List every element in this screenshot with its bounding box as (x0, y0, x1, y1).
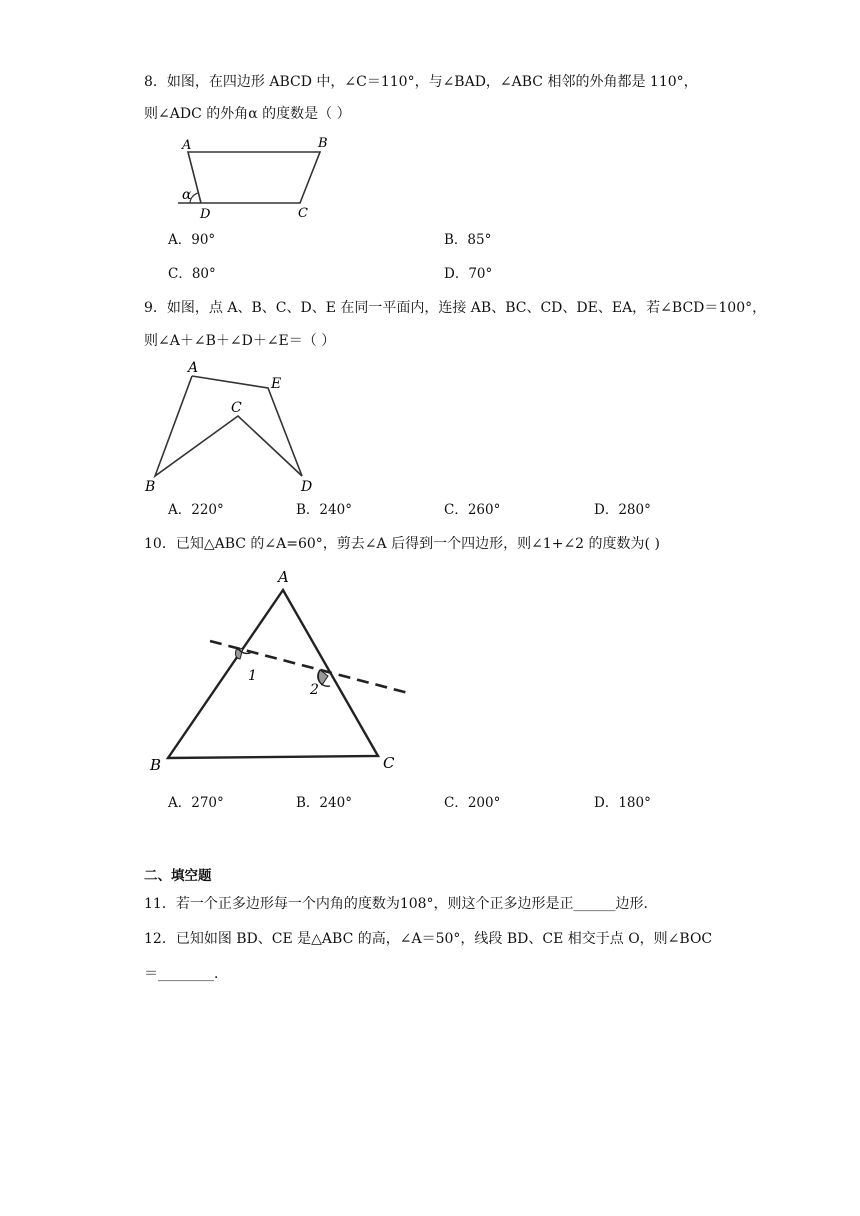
q8-label-d: D (200, 207, 211, 222)
q9-option-a[interactable]: A．220° (168, 502, 224, 518)
q9-label-d: D (301, 479, 313, 495)
q10-option-b[interactable]: B．240° (296, 795, 352, 811)
q9-option-d[interactable]: D．280° (594, 502, 651, 518)
q8-label-b: B (318, 136, 328, 151)
q9-label-e: E (271, 376, 282, 392)
q9-label-a: A (188, 360, 199, 376)
q8-option-b[interactable]: B．85° (444, 232, 492, 248)
q8-option-d[interactable]: D．70° (444, 266, 493, 282)
q9-figure (140, 354, 330, 496)
q10-label-b: B (150, 756, 162, 774)
q8-label-a: A (182, 138, 192, 153)
q8-stem-line2: 则∠ADC 的外角α 的度数是（ ） (144, 106, 351, 122)
q10-figure (140, 562, 430, 778)
q8-stem-line1: 8．如图，在四边形 ABCD 中，∠C＝110°，与∠BAD，∠ABC 相邻的外角都是 110°， (144, 74, 698, 90)
q8-quadrilateral (178, 152, 320, 203)
q8-label-c: C (298, 206, 308, 221)
q12-stem-line2: ＝________． (144, 966, 228, 982)
q8-option-c[interactable]: C．80° (168, 266, 216, 282)
q10-option-d[interactable]: D．180° (594, 795, 651, 811)
q10-label-2: 2 (310, 682, 319, 698)
q9-label-c: C (231, 400, 242, 416)
q10-label-1: 1 (248, 668, 257, 684)
q9-option-c[interactable]: C．260° (444, 502, 501, 518)
q9-label-b: B (145, 479, 156, 495)
q10-label-a: A (278, 568, 289, 586)
q8-option-a[interactable]: A．90° (168, 232, 216, 248)
q9-stem-line2: 则∠A＋∠B＋∠D＋∠E＝（ ） (144, 333, 336, 349)
q10-option-c[interactable]: C．200° (444, 795, 501, 811)
q9-option-b[interactable]: B．240° (296, 502, 352, 518)
q10-option-a[interactable]: A．270° (168, 795, 224, 811)
q10-triangle (168, 590, 378, 758)
q8-figure (170, 132, 340, 224)
q12-stem-line1: 12．已知如图 BD、CE 是△ABC 的高，∠A＝50°，线段 BD、CE 相交于点 O，则∠BOC (144, 931, 713, 947)
q10-stem-line1: 10．已知△ABC 的∠A=60°，剪去∠A 后得到一个四边形，则∠1+∠2 的度数为( ) (144, 536, 660, 552)
q8-label-alpha: α (182, 187, 192, 203)
q11-stem-line1: 11．若一个正多边形每一个内角的度数为108°，则这个正多边形是正______边形． (144, 896, 658, 912)
q9-stem-line1: 9．如图，点 A、B、C、D、E 在同一平面内，连接 AB、BC、CD、DE、EA，若∠BCD＝100°， (144, 300, 767, 316)
q10-label-c: C (383, 754, 395, 772)
section-fill-in-title: 二、填空题 (144, 868, 212, 884)
